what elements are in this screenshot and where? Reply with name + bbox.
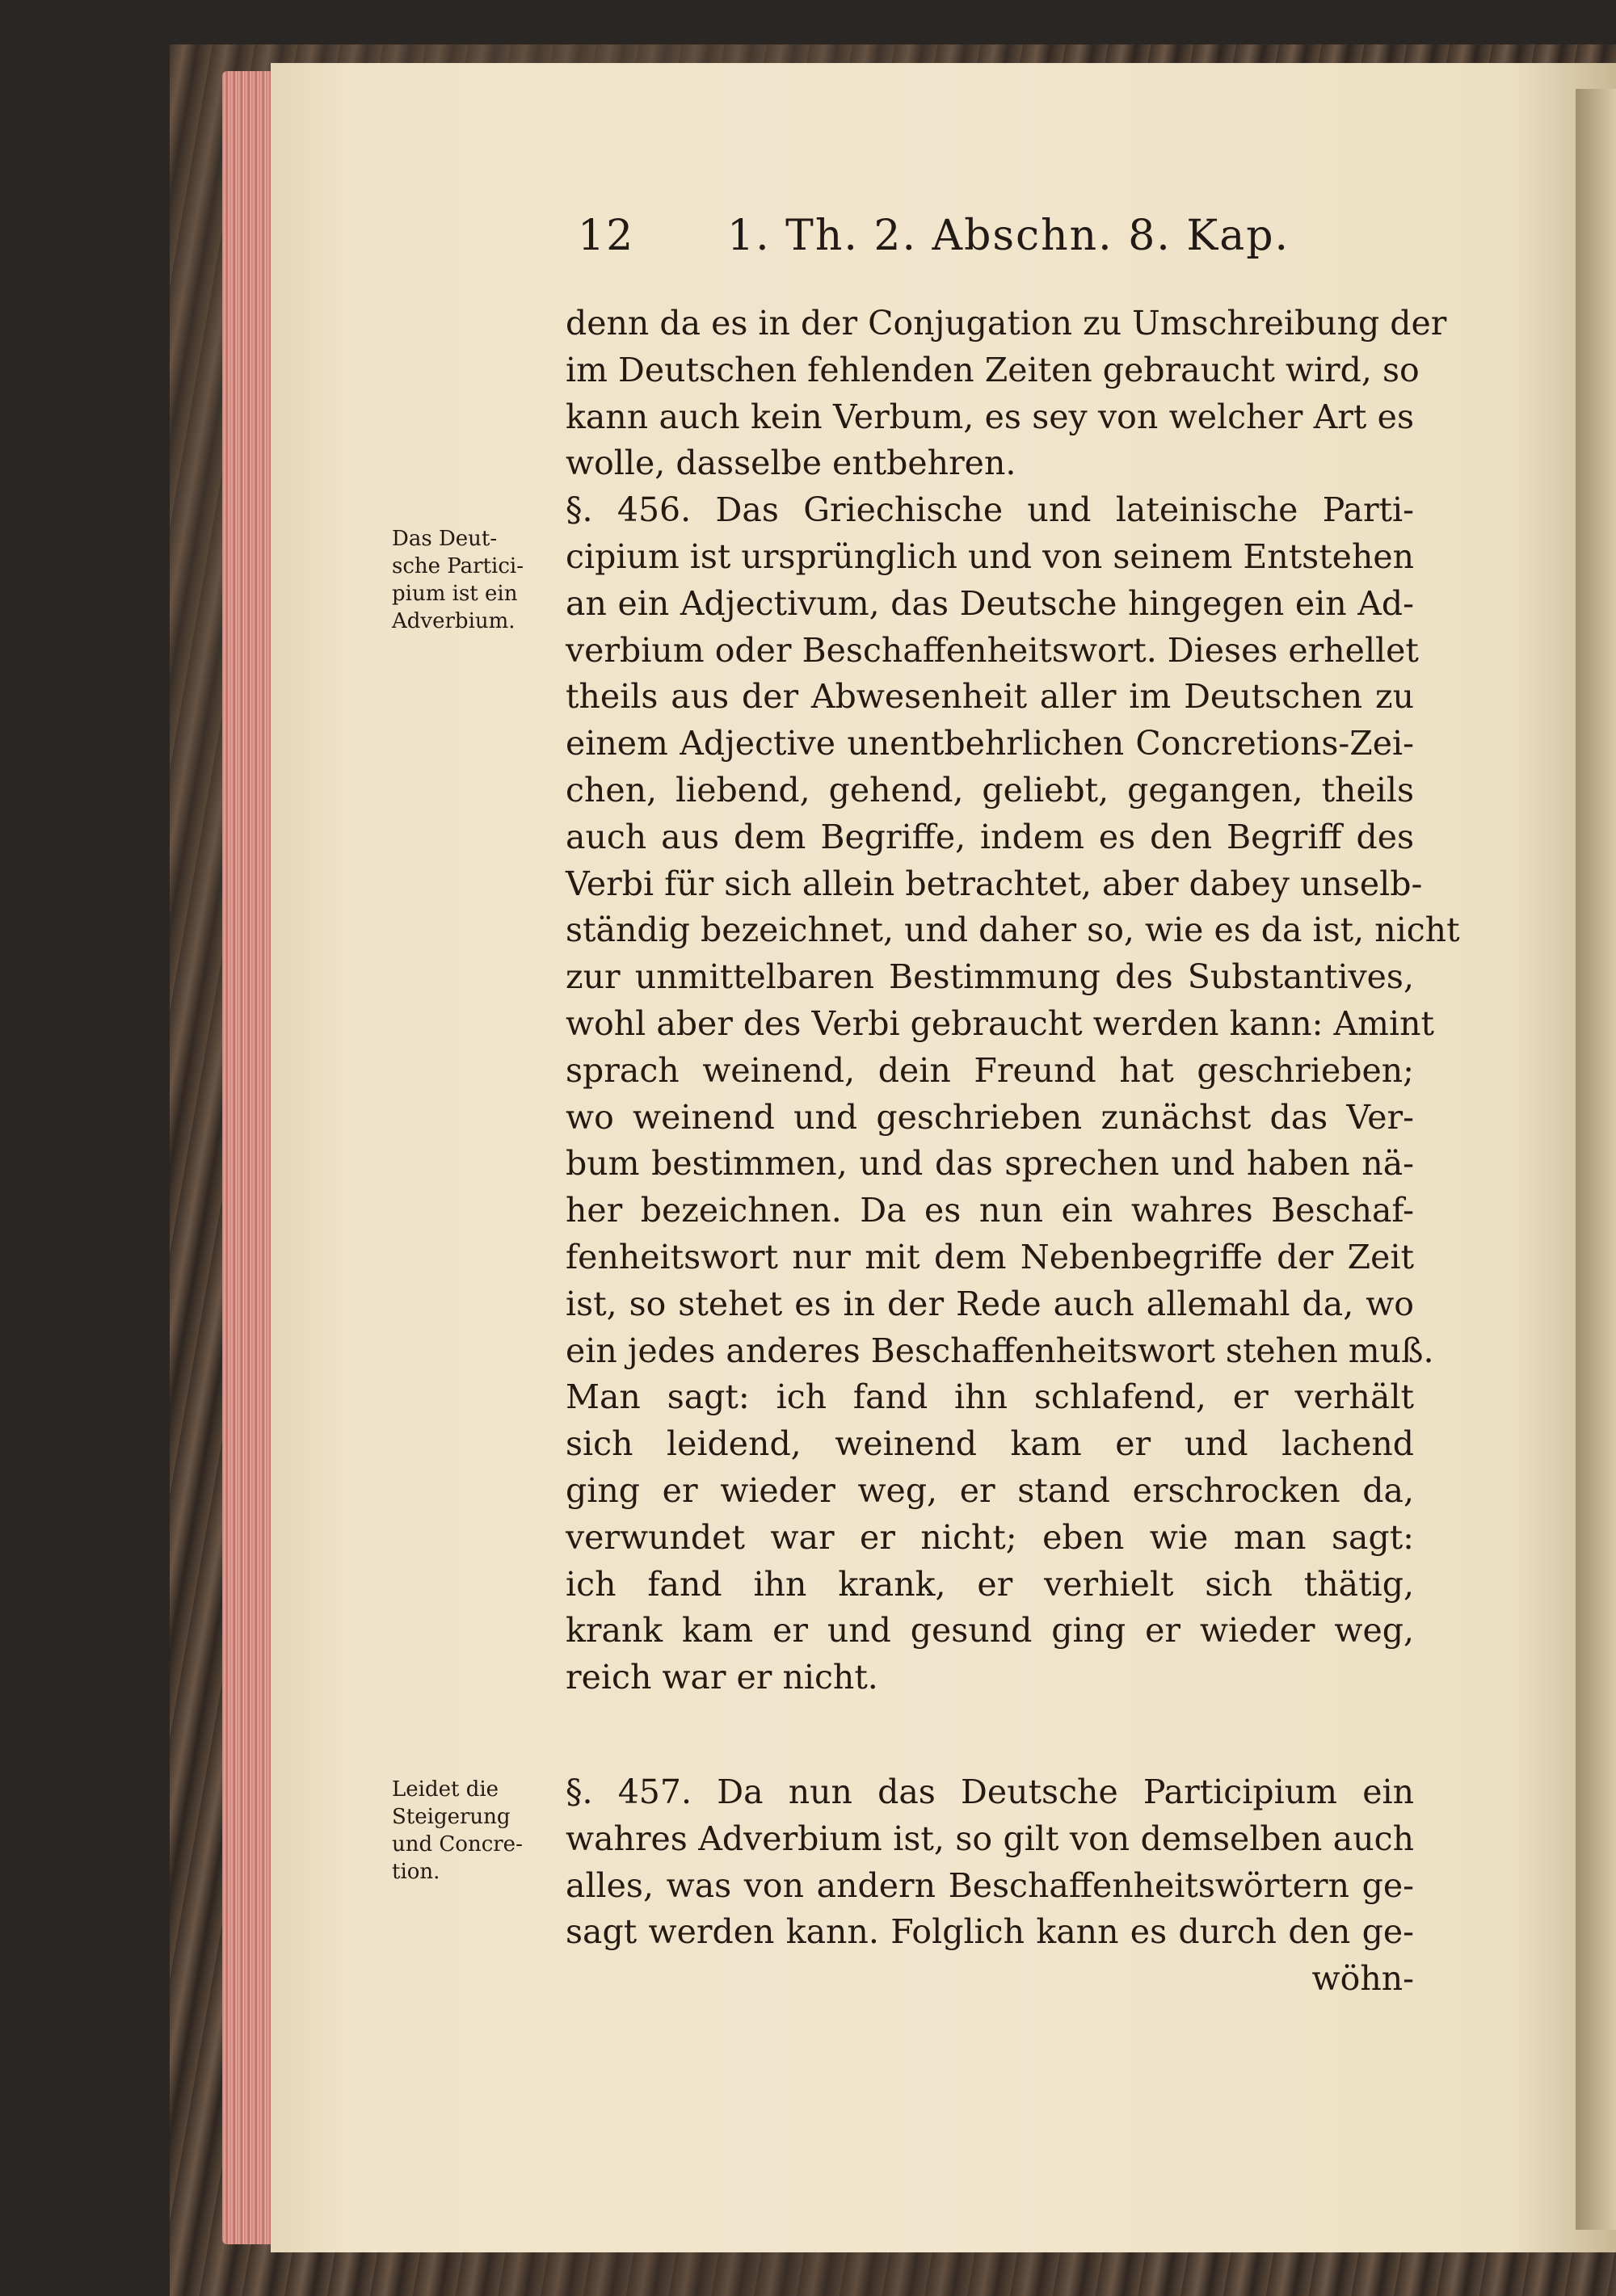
section-456-line: theils aus der Abwesenheit aller im Deutschen zu (566, 677, 1414, 717)
section-456-line: Verbi für sich allein betrachtet, aber dabey unselb- (566, 864, 1423, 903)
text-line: kann auch kein Verbum, es sey von welcher Art es (566, 397, 1414, 436)
margin-note-line: Das Deut- (392, 527, 498, 551)
section-456-line: her bezeichnen. Da es nun ein wahres Beschaf- (566, 1191, 1414, 1230)
margin-note-456 (392, 525, 566, 635)
margin-note-line: pium ist ein (392, 582, 518, 606)
margin-note-line: Adverbium. (392, 609, 516, 633)
margin-note-457 (392, 1776, 566, 1886)
text-line: im Deutschen fehlenden Zeiten gebraucht wird, so (566, 350, 1420, 389)
section-457-text (566, 1769, 1414, 2003)
margin-note-line: Leidet die (392, 1777, 499, 1802)
section-456-line: ging er wieder weg, er stand erschrocken da, (566, 1470, 1414, 1510)
chapter-heading: 1. Th. 2. Abschn. 8. Kap. (727, 212, 1290, 260)
margin-note-line: Steigerung (392, 1805, 511, 1829)
text-line: denn da es in der Conjugation zu Umschreibung der (566, 304, 1447, 343)
margin-note-line: tion. (392, 1860, 440, 1884)
section-456-line: ein jedes anderes Beschaffenheitswort stehen muß. (566, 1331, 1434, 1370)
section-456-line: reich war er nicht. (566, 1658, 878, 1697)
section-456-line: ist, so stehet es in der Rede auch allemahl da, wo (566, 1284, 1414, 1323)
section-456-line: wohl aber des Verbi gebraucht werden kann: Amint (566, 1003, 1435, 1043)
section-456-line: Man sagt: ich fand ihn schlafend, er verhält (566, 1377, 1414, 1417)
section-456-line: wo weinend und geschrieben zunächst das Ver- (566, 1097, 1414, 1137)
section-456-line: sprach weinend, dein Freund hat geschrieben; (566, 1050, 1414, 1090)
section-457-line: sagt werden kann. Folglich kann es durch den ge- (566, 1912, 1414, 1952)
section-456-line: ständig bezeichnet, und daher so, wie es da ist, nicht (566, 910, 1460, 950)
section-456-line: chen, liebend, gehend, geliebt, gegangen, theils (566, 770, 1414, 809)
section-456-line: cipium ist ursprünglich und von seinem Entstehen (566, 536, 1415, 576)
section-456-line: ich fand ihn krank, er verhielt sich thätig, (566, 1564, 1414, 1604)
margin-note-line: sche Partici- (392, 554, 524, 578)
margin-note-line: und Concre- (392, 1832, 523, 1857)
section-457-line: wahres Adverbium ist, so gilt von demselben auch (566, 1819, 1414, 1858)
section-456-line: bum bestimmen, und das sprechen und haben nä- (566, 1144, 1414, 1184)
section-456-line: fenheitswort nur mit dem Nebenbegriffe der Zeit (566, 1237, 1414, 1276)
section-456-line: zur unmittelbaren Bestimmung des Substantives, (566, 957, 1414, 997)
running-head (578, 212, 1290, 268)
section-456-line: verbium oder Beschaffenheitswort. Dieses erhellet (566, 630, 1419, 670)
catchword: wöhn- (1311, 1959, 1414, 1999)
section-457-line: alles, was von andern Beschaffenheitswörtern ge- (566, 1865, 1414, 1905)
section-456-line: auch aus dem Begriffe, indem es den Begriff des (566, 817, 1414, 856)
section-456-line: §. 456. Das Griechische und lateinische Parti- (566, 490, 1414, 530)
text-line: wolle, dasselbe entbehren. (566, 444, 1016, 483)
main-text (566, 301, 1460, 1701)
section-457-line: §. 457. Da nun das Deutsche Participium ein (566, 1772, 1414, 1811)
section-456-line: einem Adjective unentbehrlichen Concretions-Zei- (566, 724, 1414, 763)
section-456-line: an ein Adjectivum, das Deutsche hingegen ein Ad- (566, 583, 1414, 623)
facing-page-edge (1576, 89, 1616, 2230)
section-456-line: sich leidend, weinend kam er und lachend (566, 1424, 1414, 1464)
page-number: 12 (578, 212, 635, 260)
section-456-line: krank kam er und gesund ging er wieder weg, (566, 1611, 1414, 1651)
section-456-line: verwundet war er nicht; eben wie man sagt: (566, 1517, 1414, 1557)
